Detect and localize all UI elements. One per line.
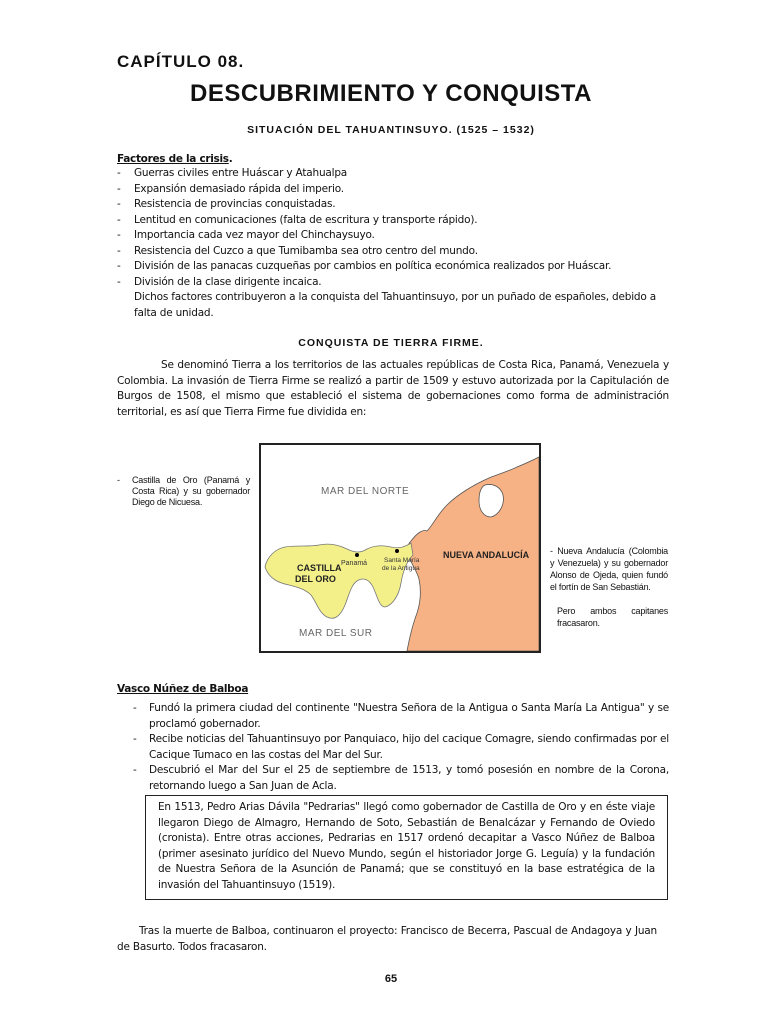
factors-conclusion: Dichos factores contribuyeron a la conquista del Tahuantinsuyo, por un puñado de españoles, debido a falta de unidad. (134, 291, 656, 319)
caption-nueva-andalucia: - Nueva Andalucía (Colombia y Venezuela) y su gobernador Alonso de Ojeda, quien fundó el fortín de San Sebastián. (550, 546, 668, 592)
section-subtitle: SITUACIÓN DEL TAHUANTINSUYO. (1525 – 1532) (247, 124, 535, 136)
list-item: - Importancia cada vez mayor del Chinchaysuyo. (117, 228, 677, 244)
list-item: - Fundó la primera ciudad del continente "Nuestra Señora de la Antigua o Santa María La Antigua" y se proclamó gobernador. (133, 701, 669, 732)
caption-dash: - (117, 475, 120, 485)
balboa-block (117, 701, 669, 794)
page-title: DESCUBRIMIENTO Y CONQUISTA (190, 80, 592, 107)
city-dot (355, 553, 359, 557)
map-label-santa-maria-2: de la Antigua (382, 565, 420, 572)
balboa-heading (117, 682, 248, 698)
caption-fracaso: Pero ambos capitanes fracasaron. (557, 606, 668, 628)
list-item: - División de las panacas cuzqueñas por cambios en política económica realizados por Huáscar. (117, 259, 677, 275)
factors-heading-text: Factores de la crisis (117, 153, 229, 165)
page-number: 65 (384, 973, 398, 985)
factors-heading: Factores de la crisis. (117, 153, 233, 165)
list-item: - Descubrió el Mar del Sur el 25 de septiembre de 1513, y tomó posesión en nombre de la Corona, retornando luego a San Juan de Acla. (133, 763, 669, 794)
factors-list-block (117, 166, 677, 321)
caption-castilla: Castilla de Oro (Panamá y Costa Rica) y su gobernador Diego de Nicuesa. (132, 475, 250, 507)
list-item: - Expansión demasiado rápida del imperio. (117, 182, 677, 198)
balboa-list (133, 701, 669, 794)
map-label-panama: Panamá (341, 560, 368, 567)
list-item: - Lentitud en comunicaciones (falta de escritura y transporte rápido). (117, 213, 677, 229)
list-item: - Resistencia del Cuzco a que Tumibamba sea otro centro del mundo. (117, 244, 677, 260)
section-heading-tierra-firme: CONQUISTA DE TIERRA FIRME. (298, 337, 484, 349)
map-figure (259, 443, 541, 653)
map-label-mar-del-norte: MAR DEL NORTE (321, 486, 410, 497)
map-label-castilla-2: DEL ORO (295, 574, 336, 584)
tierra-firme-paragraph: Se denominó Tierra a los territorios de las actuales repúblicas de Costa Rica, Panamá, Venezuela y Colombia. La invasión de Tierra Firme se realizó a partir de 1509 y estuvo autorizada por la Capitulación de Burgos de 1508, el mismo que estableció el sistema de gobernaciones como forma de administración territorial, es así que Tierra Firme fue dividida en: (117, 359, 669, 418)
map-caption-right (550, 545, 668, 629)
map-label-santa-maria-1: Santa María (384, 557, 420, 564)
chapter-label: CAPÍTULO 08. (117, 52, 245, 71)
city-dot (395, 549, 399, 553)
map-svg (261, 445, 539, 651)
list-item: - División de la clase dirigente incaica. (117, 275, 677, 291)
list-item: - Resistencia de provincias conquistadas. (117, 197, 677, 213)
closing-paragraph: Tras la muerte de Balboa, continuaron el proyecto: Francisco de Becerra, Pascual de Andagoya y Juan de Basurto. Todos fracasaron. (117, 925, 657, 953)
pedrarias-box: En 1513, Pedro Arias Dávila "Pedrarias" llegó como gobernador de Castilla de Oro y en éste viaje llegaron Diego de Almagro, Hernando de Soto, Sebastián de Benalcázar y Fernando de Oviedo (cronista). Entre otras acciones, Pedrarias en 1517 ordenó decapitar a Vasco Núñez de Balboa (primer asesinato jurídico del Nuevo Mundo, según el historiador Jorge G. Leguía) y la fundación de Nuestra Señora de la Asunción de Panamá; que se constituyó en la base estratégica de la invasión del Tahuantinsuyo (1519). (145, 795, 668, 900)
balboa-heading-text: Vasco Núñez de Balboa (117, 683, 249, 695)
map-label-castilla-1: CASTILLA (297, 563, 342, 573)
map-label-mar-del-sur: MAR DEL SUR (299, 628, 373, 639)
map-label-nueva-andalucia: NUEVA ANDALUCÍA (443, 550, 530, 560)
list-item: - Recibe noticias del Tahuantinsuyo por Panquiaco, hijo del cacique Comagre, siendo confirmadas por el Cacique Tumaco en las costas del Mar del Sur. (133, 732, 669, 763)
factors-list (117, 166, 677, 290)
santa-maria-marker (395, 549, 399, 553)
list-item: - Guerras civiles entre Huáscar y Atahualpa (117, 166, 677, 182)
map-caption-left (117, 475, 250, 508)
panama-marker (355, 553, 359, 557)
